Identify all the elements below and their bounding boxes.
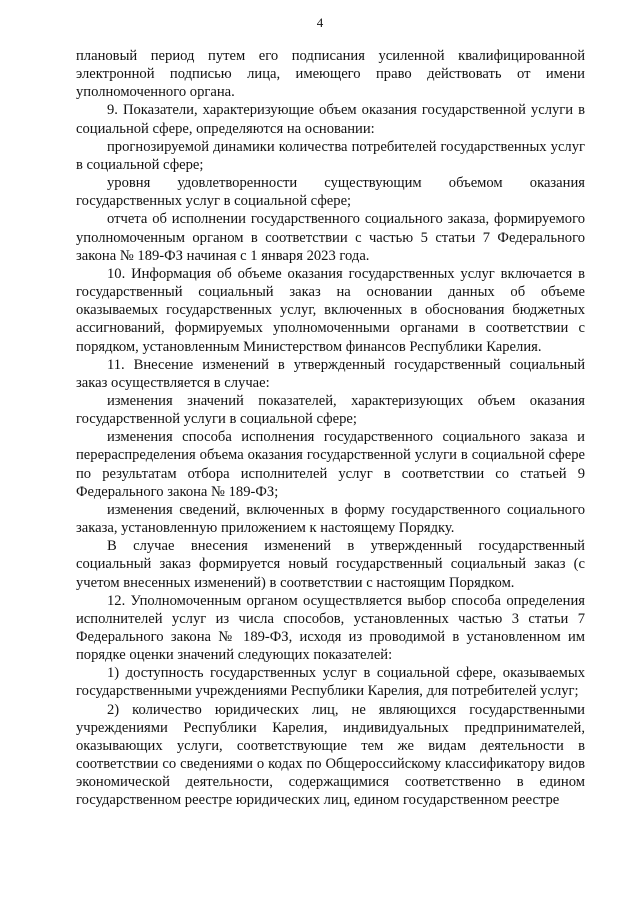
paragraph-item-11-form: изменения сведений, включенных в форму государственного социального заказа, установленную приложением к настоящему Порядку. [76,501,585,537]
paragraph-continuation: плановый период путем его подписания усиленной квалифицированной электронной подписью лица, имеющего право действовать от имени уполномоченного органа. [76,48,585,101]
document-body [76,47,585,810]
paragraph-item-12-1: 1) доступность государственных услуг в социальной сфере, оказываемых государственными учреждениями Республики Карелия, для потребителей услуг; [76,665,585,700]
paragraph-item-12: 12. Уполномоченным органом осуществляется выбор способа определения исполнителей услуг из числа способов, установленных частью 3 статьи 7 Федерального закона № 189-ФЗ, исходя из проводимой в установленном им порядке оценки значений следующих показателей: [76,592,585,664]
paragraph-item-9-report: отчета об исполнении государственного социального заказа, формируемого уполномоченным органом в соответствии с частью 5 статьи 7 Федерального закона № 189-ФЗ начиная с 1 января 2023 года. [76,211,585,264]
paragraph-item-9-forecast: прогнозируемой динамики количества потребителей государственных услуг в социальной сфере; [76,138,585,173]
paragraph-item-9-satisfaction: уровня удовлетворенности существующим объемом оказания государственных услуг в социальной сфере; [76,175,585,210]
paragraph-item-11-method: изменения способа исполнения государственного социального заказа и перераспределения объема оказания государственной услуги в социальной сфере по результатам отбора исполнителей услуг в соответствии со статьей 9 Федерального закона № 189-ФЗ; [76,429,585,500]
paragraph-item-10: 10. Информация об объеме оказания государственных услуг включается в государственный социальный заказ на основании данных об объеме оказываемых государственных услуг, включенных в обоснования бюджетных ассигнований, формируемых уполномоченными органами в соответствии с порядком, установленным Министерством финансов Республики Карелия. [76,265,585,355]
paragraph-item-11: 11. Внесение изменений в утвержденный государственный социальный заказ осуществляется в случае: [76,356,585,391]
page-number: 4 [316,15,324,30]
paragraph-item-9: 9. Показатели, характеризующие объем оказания государственной услуги в социальной сфере, определяются на основании: [76,102,585,137]
paragraph-item-11-values: изменения значений показателей, характеризующих объем оказания государственной услуги в социальной сфере; [76,392,585,428]
paragraph-item-12-2: 2) количество юридических лиц, не являющихся государственными учреждениями Республики Карелия, индивидуальных предпринимателей, оказывающих услуги, соответствующие тем же видам деятельности в соответствии со сведениями о кодах по Общероссийскому классификатору видов экономической деятельности, содержащимися соответственно в едином государственном реестре юридических лиц, едином государственном реестре [76,701,585,809]
paragraph-new-order: В случае внесения изменений в утвержденный государственный социальный заказ формируется новый государственный социальный заказ (с учетом внесенных изменений) в соответствии с настоящим Порядком. [76,538,585,591]
